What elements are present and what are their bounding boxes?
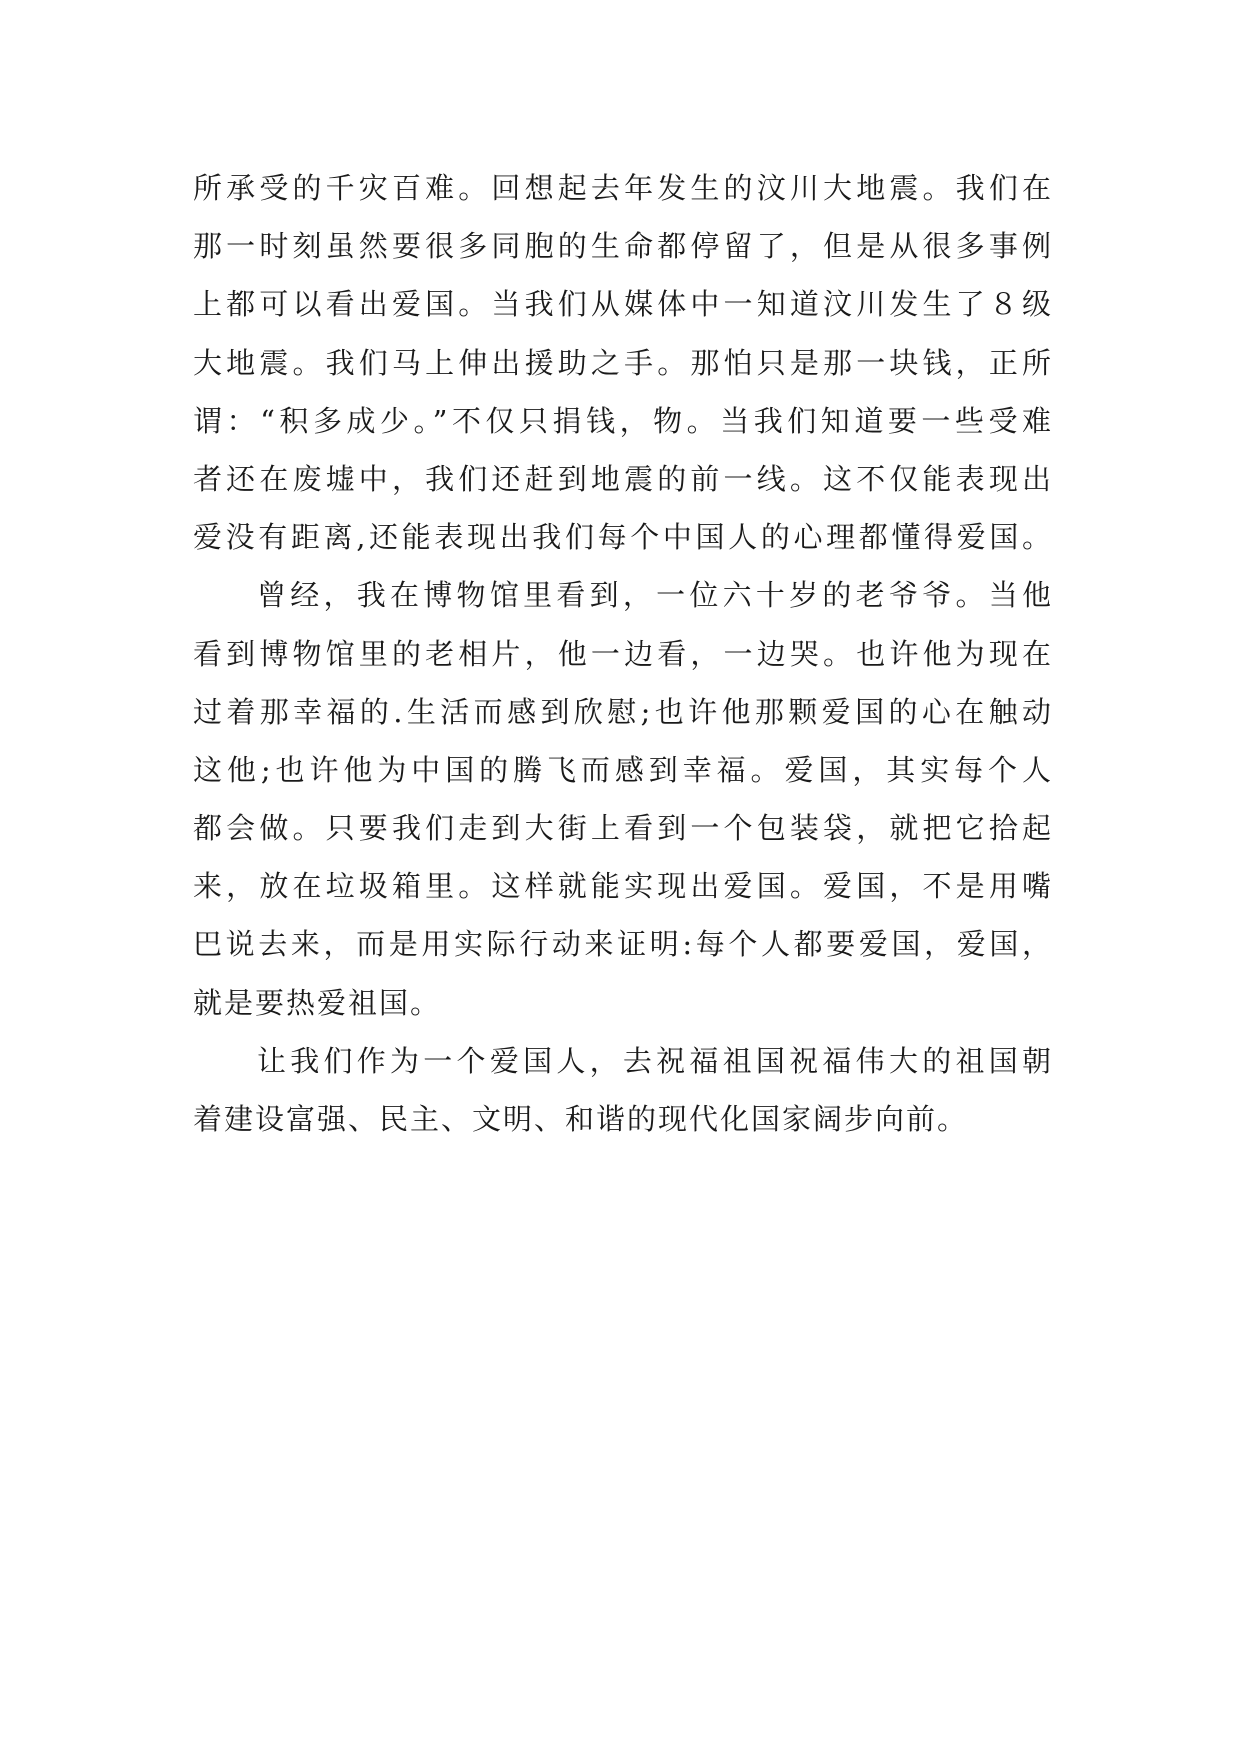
paragraph-line: 上都可以看出爱国。当我们从媒体中一知道汶川发生了８级 — [193, 287, 1053, 322]
paragraph-1 — [193, 159, 1053, 566]
paragraph-line: 这他;也许他为中国的腾飞而感到幸福。爱国，其实每个人 — [193, 752, 1053, 787]
paragraph-line: 爱没有距离,还能表现出我们每个中国人的心理都懂得爱国。 — [193, 520, 1053, 555]
paragraph-line: 大地震。我们马上伸出援助之手。那怕只是那一块钱，正所 — [193, 345, 1053, 380]
paragraph-3 — [193, 1032, 1053, 1148]
body-text — [193, 159, 1053, 1148]
paragraph-line: 着建设富强、民主、文明、和谐的现代化国家阔步向前。 — [193, 1102, 969, 1136]
paragraph-line: 曾经，我在博物馆里看到，一位六十岁的老爷爷。当他 — [257, 578, 1053, 613]
paragraph-line: 所承受的千灾百难。回想起去年发生的汶川大地震。我们在 — [193, 171, 1053, 205]
paragraph-line: 就是要热爱祖国。 — [193, 985, 442, 1020]
paragraph-line: 来，放在垃圾箱里。这样就能实现出爱国。爱国，不是用嘴 — [193, 869, 1053, 904]
paragraph-line: 过着那幸福的.生活而感到欣慰;也许他那颗爱国的心在触动 — [193, 694, 1053, 729]
paragraph-line: 巴说去来，而是用实际行动来证明:每个人都要爱国，爱国， — [193, 927, 1053, 962]
paragraph-2 — [193, 566, 1053, 1032]
paragraph-line: 让我们作为一个爱国人，去祝福祖国祝福伟大的祖国朝 — [257, 1043, 1053, 1078]
paragraph-line: 谓：“积多成少。”不仅只捐钱，物。当我们知道要一些受难 — [193, 403, 1053, 438]
paragraph-line: 看到博物馆里的老相片，他一边看，一边哭。也许他为现在 — [193, 636, 1053, 671]
paragraph-line: 那一时刻虽然要很多同胞的生命都停留了，但是从很多事例 — [193, 229, 1053, 264]
paragraph-line: 者还在废墟中，我们还赶到地震的前一线。这不仅能表现出 — [193, 461, 1053, 496]
paragraph-line: 都会做。只要我们走到大街上看到一个包装袋，就把它拾起 — [193, 811, 1053, 846]
